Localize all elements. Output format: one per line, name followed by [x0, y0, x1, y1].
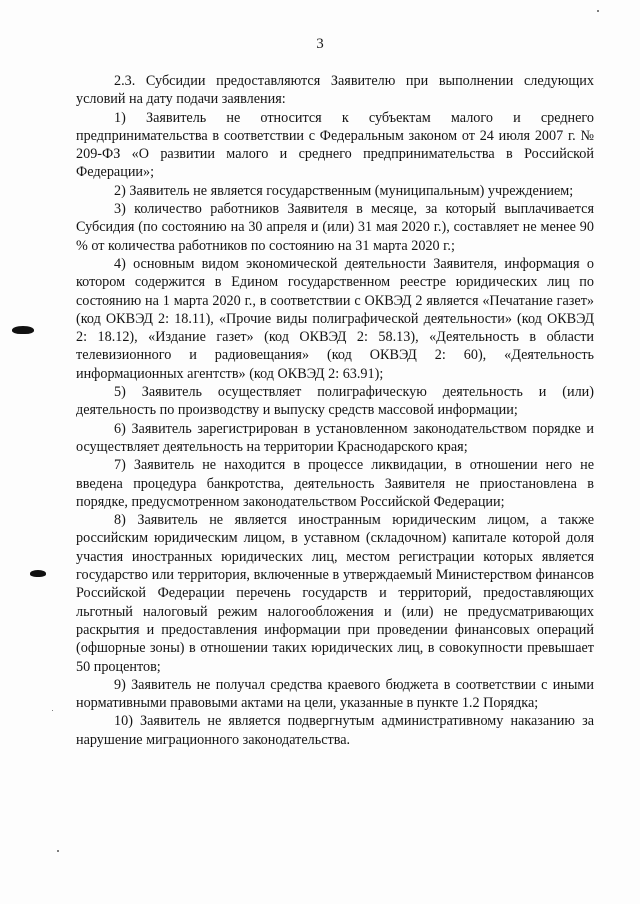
condition-7: 7) Заявитель не находится в процессе ликвидации, в отношении него не введена процедура банкротства, деятельность Заявителя не приостановлена в порядке, предусмотренном законодательством Российской Федерации;: [76, 457, 594, 510]
condition-10: 10) Заявитель не является подвергнутым административному наказанию за нарушение миграционного законодательства.: [76, 713, 594, 748]
condition-3: 3) количество работников Заявителя в месяце, за который выплачивается Субсидия (по состоянию на 30 апреля и (или) 31 мая 2020 г.), составляет не менее 90 % от количества работников по состоянию на 31 марта 2020 г.;: [76, 201, 594, 254]
condition-9: 9) Заявитель не получал средства краевого бюджета в соответствии с иными нормативными правовыми актами на цели, указанные в пункте 1.2 Порядка;: [76, 676, 594, 712]
condition-8: 8) Заявитель не является иностранным юридическим лицом, а также российским юридическим лицом, в уставном (складочном) капитале которой доля участия иностранных юридических лиц, местом регистрации которых является государство или территория, включенные в утверждаемый Министерством финансов Российской Федерации перечень государств и территорий, предоставляющих льготный налоговый режим налогообложения и (или) не предусматривающих раскрытия и предоставления информации при проведении финансовых операций (офшорные зоны) в отношении таких юридических лиц, в совокупности превышает 50 процентов;: [76, 512, 594, 675]
page-number: 3: [316, 36, 324, 52]
condition-6: 6) Заявитель зарегистрирован в установленном законодательством порядке и осуществляет деятельность на территории Краснодарского края;: [76, 420, 594, 455]
condition-4: 4) основным видом экономической деятельности Заявителя, информация о котором содержится в Едином государственном реестре юридических лиц по состоянию на 1 марта 2020 г., в соответствии с ОКВЭД 2 является «Печатание газет» (код ОКВЭД 2: 18.11), «Прочие виды полиграфической деятельности» (код ОКВЭД 2: 18.12), «Издание газет» (код ОКВЭД 2: 58.13), «Деятельность в области телевизионного и радиовещания» (код ОКВЭД 2: 60), «Деятельность информационных агентств» (код ОКВЭД 2: 63.91);: [76, 255, 594, 382]
scan-speck: [597, 10, 599, 12]
scan-punch-mark-bottom: [30, 570, 46, 577]
document-body: [76, 72, 594, 749]
clause-2-3-intro: 2.3. Субсидии предоставляются Заявителю при выполнении следующих условий на дату подачи заявления:: [76, 73, 594, 108]
condition-5: 5) Заявитель осуществляет полиграфическую деятельность и (или) деятельность по производству и выпуску средств массовой информации;: [76, 384, 594, 419]
condition-1: 1) Заявитель не относится к субъектам малого и среднего предпринимательства в соответствии с Федеральным законом от 24 июля 2007 г. № 209-ФЗ «О развитии малого и среднего предпринимательства в Российской Федерации»;: [76, 109, 594, 181]
scan-speck: [57, 850, 59, 852]
scan-punch-mark-top: [12, 326, 34, 334]
scan-speck: [52, 710, 53, 711]
condition-2: 2) Заявитель не является государственным (муниципальным) учреждением;: [114, 182, 574, 199]
